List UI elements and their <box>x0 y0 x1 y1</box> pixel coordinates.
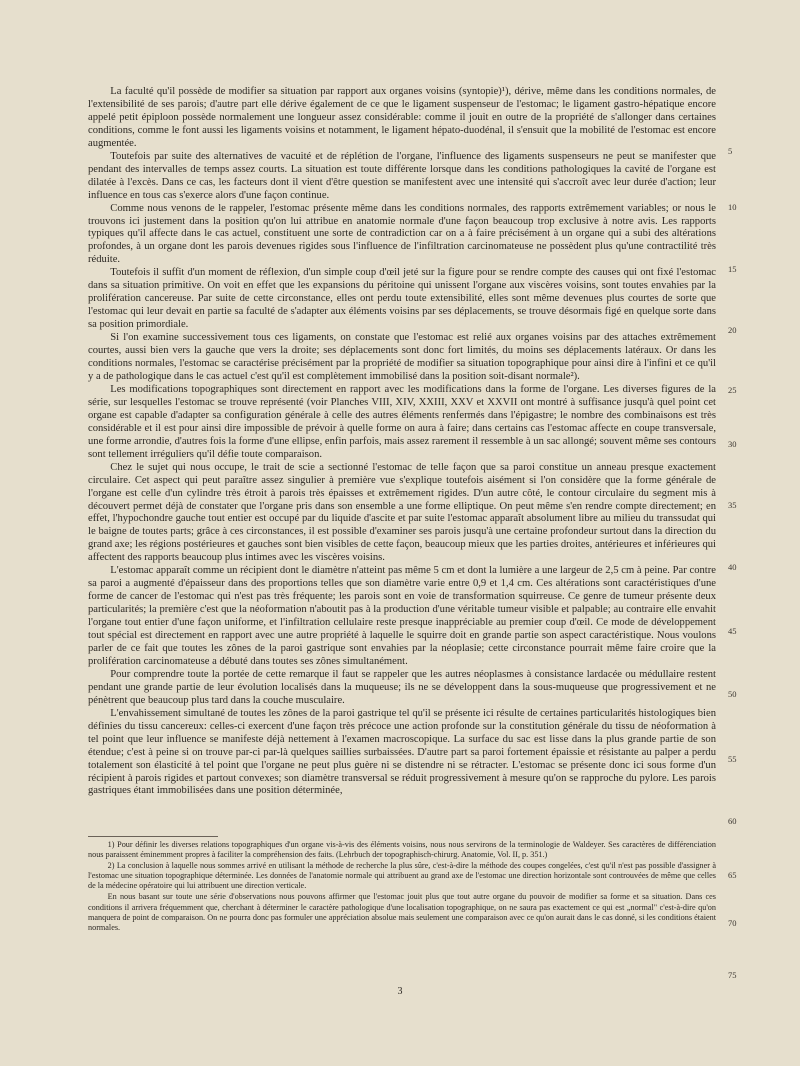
paragraph: Chez le sujet qui nous occupe, le trait de scie a sectionné l'estomac de telle façon que sa paroi constitue un anneau presque exactement circulaire. Cet aspect qui peut paraître assez singulier à première vue s'explique toutefois aisément si l'on considère que la forme générale de l'organe est celle d'un cylindre très étroit à parois très épaisses et extrêmement rigides. D'un autre côté, le contour circulaire du segment mis à découvert permet déjà de constater que l'organe pris dans son ensemble a une forme elliptique. On peut même s'en rendre compte directement; en effet, l'hypochondre gauche tout entier est occupé par du liquide d'ascite et par suite l'estomac apparaît absolument libre au milieu du transsudat qui le baigne de toutes parts; grâce à ces circonstances, il est possible d'examiner ses parois jusqu'à une certaine profondeur surtout dans la direction du grand axe; les régions postérieures et gauches sont bien visibles de cette façon, beaucoup mieux que les parties droites, antérieures et inférieures qui affectent des rapports beaucoup plus intimes avec les viscères voisins. <box>88 461 716 564</box>
paragraph: La faculté qu'il possède de modifier sa situation par rapport aux organes voisins (syntopie)¹), dérive, même dans les conditions normales, de l'extensibilité de ses parois; d'autre part elle dérive également de ce que le ligament suspenseur de l'estomac; le ligament gastro-hépatique encore appelé petit épiploon possède normalement une longueur assez considérable: comme il jouit en outre de la propriété de s'allonger dans certaines conditions, comme le font aussi les ligaments voisins et notamment, le ligament hépato-duodénal, il s'ensuit que la mobilité de l'estomac est encore augmentée. <box>88 86 716 149</box>
paragraph: Toutefois par suite des alternatives de vacuité et de réplétion de l'organe, l'influence des ligaments suspenseurs ne peut se manifester que pendant des intervalles de temps assez courts. La situation est toute différente lorsque dans les conditions pathologiques la cavité de l'organe est dilatée à l'excès. Dans ce cas, les facteurs dont il vient d'être question se manifestent avec une intensité qui s'accroît avec leur durée d'action; leur influence en tous cas s'exerce alors d'une façon continue. <box>88 150 716 201</box>
line-number: 20 <box>728 325 737 335</box>
paragraph: Les modifications topographiques sont directement en rapport avec les modifications dans la forme de l'organe. Les diverses figures de la série, sur lesquelles l'estomac se trouve représenté (voir Planches VIII, XIV, XXIII, XXV et XXVII ont montré à suffisance jusqu'à quel point cet organe est capable d'adapter sa configuration générale à celle des autres éléments renfermés dans l'épigastre; le nombre des combinaisons est très considérable et il est pour ainsi dire impossible de prévoir à quelle forme on aura à faire; dans certains cas l'estomac affecte en coupe transversale, une forme arrondie, d'autres fois la forme d'une ellipse, enfin parfois, mais assez rarement il ressemble à un sac allongé; souvent même ses contours sont tellement irréguliers qu'il défie toute comparaison. <box>88 383 716 460</box>
line-number: 25 <box>728 385 737 395</box>
paragraph: L'envahissement simultané de toutes les zônes de la paroi gastrique tel qu'il se présente ici résulte de certaines particularités histologiques bien définies du tissu cancereux: celles-ci exercent d'une façon très précoce une action profonde sur la constitution générale du tissu de néoformation à tel point que leur influence se manifeste déjà nettement à l'examen macroscopique. La surface du sac est lisse dans la plus grande partie de son étendue; c'est à peine si on trouve par-ci par-là quelques saillies surbaissées. D'autre part sa paroi fortement épaissie et résistante au palper a perdu totalement son élasticité à tel point que l'organe ne peut plus guère ni se distendre ni se rétracter. L'estomac se présente donc ici sous forme d'un récipient à parois rigides et partout convexes; son diamètre transversal se réduit progressivement à mesure qu'on se rapproche du pylore. Les parois gastriques étant immobilisées dans une position déterminée, <box>88 707 716 797</box>
line-number: 35 <box>728 500 737 510</box>
paragraph: Comme nous venons de le rappeler, l'estomac présente même dans les conditions normales, des rapports extrêmement variables; or nous le trouvons ici justement dans la position qu'on lui attribue en anatomie normale d'une façon beaucoup trop exclusive à notre avis. Les rapports typiques qu'il affecte dans le cas actuel, constituent une sorte de contradiction car on a à faire précisément à un organe qui a subi des altérations profondes, à un organe dont les parois devenues rigides sous l'influence de l'infiltration carcinomateuse ne possèdent plus qu'une contractilité très réduite. <box>88 202 716 266</box>
footnote: En nous basant sur toute une série d'observations nous pouvons affirmer que l'estomac jouit plus que tout autre organe du pouvoir de modifier sa forme et sa situation. Dans ces conditions il arrivera fréquemment que, cherchant à déterminer le caractère pathologique d'une localisation topographique, on ne saura pas exactement ce qui est „normal" c'est-à-dire qu'on manquera de point de comparaison. On ne pourra donc pas formuler une appréciation absolue mais seulement une comparaison avec ce qu'on aurait dans le cas donné, si les conditions étaient normales. <box>88 892 716 932</box>
line-number: 50 <box>728 689 737 699</box>
line-number: 40 <box>728 562 737 572</box>
footnote: 2) La conclusion à laquelle nous sommes arrivé en utilisant la méthode de recherche la plus sûre, c'est-à-dire la méthode des coupes congelées, c'est qu'il n'est pas possible d'assigner à l'estomac une situation topographique déterminée. Les données de l'anatomie normale qui attribuent au grand axe de l'estomac une direction horizontale sont controuvées de même que celles de la médecine opératoire qui lui attribuent une direction verticale. <box>88 861 716 891</box>
line-number: 70 <box>728 918 737 928</box>
footnote: 1) Pour définir les diverses relations topographiques d'un organe vis-à-vis des éléments voisins, nous nous servirons de la terminologie de Waldeyer. Ses caractères de différenciation nous paraissent éminemment propres à faciliter la compréhension des faits. (Lehrbuch der topographisch-chirurg. Anatomie, Vol. II, p. 351.) <box>88 840 716 860</box>
line-number: 65 <box>728 870 737 880</box>
footnote-divider <box>88 836 218 837</box>
line-number: 75 <box>728 970 737 980</box>
paragraph: Toutefois il suffit d'un moment de réflexion, d'un simple coup d'œil jeté sur la figure pour se rendre compte des causes qui ont fixé l'estomac dans sa situation primitive. On voit en effet que les expansions du péritoine qui unissent l'organe aux viscères voisins, sont toutes envahies par la prolifération cancereuse. Par suite de cette circonstance, elles ont perdu toute extensibilité, elles sont même devenues plus courtes de sorte que l'estomac qui leur devait en partie sa faculté de s'adapter aux éléments voisins par ses déplacements, se trouve désormais figé en quelque sorte dans sa position primordiale. <box>88 267 716 331</box>
line-number: 45 <box>728 626 737 636</box>
paragraph: Si l'on examine successivement tous ces ligaments, on constate que l'estomac est relié aux organes voisins par des attaches extrêmement courtes, aussi bien vers la gauche que vers la droite; ses déplacements sont donc fort limités, du moins ses déplacements latéraux. Or dans les conditions normales, l'estomac se caractérise précisément par la propriété de modifier sa situation topographique pour ainsi dire à l'infini et ce qu'il y a de pathologique dans le cas actuel c'est qu'il est complètement immobilisé dans la position soit-disant normale²). <box>88 332 716 382</box>
line-number: 30 <box>728 439 737 449</box>
line-number: 10 <box>728 202 737 212</box>
paragraph: L'estomac apparaît comme un récipient dont le diamètre n'atteint pas même 5 cm et dont la lumière a une largeur de 2,5 cm à peine. Par contre sa paroi a augmenté d'épaisseur dans des proportions telles que son diamètre varie entre 0,9 et 1,4 cm. Ces altérations sont caractéristiques d'une forme de cancer de l'estomac qui n'est pas très fréquente; les parois sont en voie de transformation squirreuse. Ce genre de tumeur présente deux particularités; la première c'est que la néoformation n'aboutit pas à la production d'une véritable tumeur visible et palpable; au contraire elle envahit l'organe tout entier d'une façon uniforme, et l'infiltration cellulaire reste presque inappréciable au premier coup d'œil. Ce mode de développement tout spécial est directement en rapport avec une autre propriété à laquelle le squirre doit en grande partie son aspect caractéristique. Nous voulons parler de ce fait que toutes les zônes de la paroi gastrique sont envahies par la néoplasie; cette circonstance pourrait même faire croire que la prolifération carcinomateuse a débuté dans toutes ses zônes simultanément. <box>88 565 716 667</box>
body-text <box>88 86 716 798</box>
line-number: 15 <box>728 264 737 274</box>
paragraph: Pour comprendre toute la portée de cette remarque il faut se rappeler que les autres néoplasmes à consistance lardacée ou médullaire restent pendant une grande partie de leur évolution localisés dans la muqueuse; ils ne se développent dans la sous-muqueuse que progressivement et ne pénètrent que beaucoup plus tard dans la couche musculaire. <box>88 668 716 706</box>
page-number: 3 <box>397 986 403 997</box>
footnotes <box>88 840 716 934</box>
line-number: 55 <box>728 754 737 764</box>
line-number: 60 <box>728 816 737 826</box>
line-number: 5 <box>728 146 733 156</box>
